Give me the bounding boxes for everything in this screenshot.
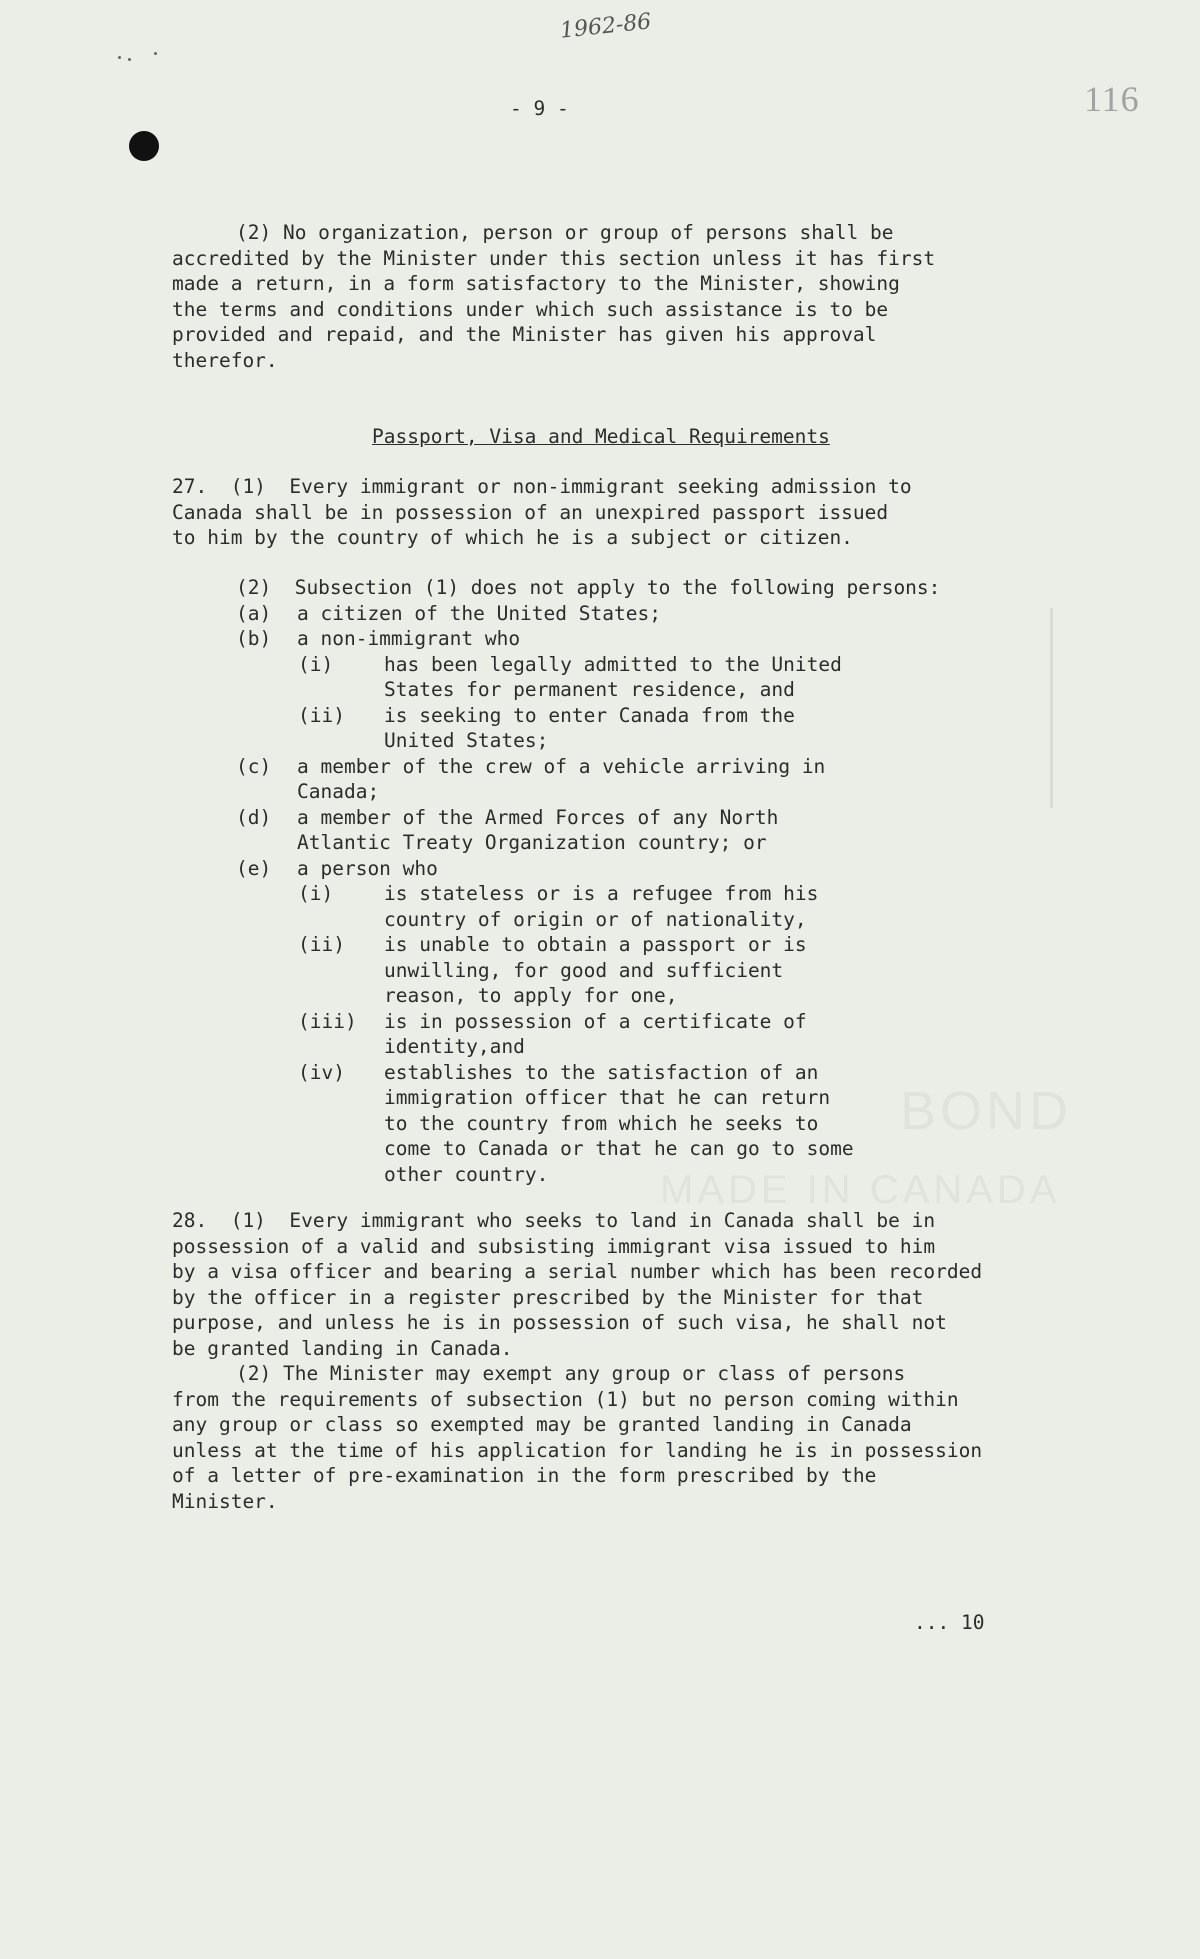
subitem-text: has been legally admitted to the United xyxy=(384,652,842,676)
item-text: a member of the Armed Forces of any North xyxy=(297,805,779,829)
text-line: therefor. xyxy=(172,348,278,372)
subitem-text: is unable to obtain a passport or is xyxy=(384,933,807,956)
subitem-text: other country. xyxy=(384,1162,549,1186)
punch-hole xyxy=(129,131,159,161)
subitem-text: establishes to the satisfaction of an xyxy=(384,1060,819,1084)
subitem-mark: (ii) xyxy=(298,703,345,727)
handwritten-note: 1962-86 xyxy=(558,9,653,44)
subitem-text: immigration officer that he can return xyxy=(384,1086,831,1109)
subitem-text: is stateless or is a refugee from his xyxy=(384,882,819,905)
text-line: Canada shall be in possession of an unexpired passport issued xyxy=(172,500,889,524)
paper-watermark-made-in: MADE IN CANADA xyxy=(660,1168,1061,1212)
item-mark: (d) xyxy=(236,805,272,829)
subitem-mark: (iii) xyxy=(298,1009,357,1033)
subitem-text: is seeking to enter Canada from the xyxy=(384,703,795,727)
subitem-text: United States; xyxy=(384,729,549,752)
item-text: Canada; xyxy=(297,780,380,803)
paper-watermark-brand: BOND xyxy=(900,1081,1073,1141)
item-text: a non-immigrant who xyxy=(297,627,521,650)
text-line: to him by the country of which he is a subject or citizen. xyxy=(172,526,853,549)
text-line: of a letter of pre-examination in the form prescribed by the xyxy=(172,1464,877,1487)
subitem-text: country of origin or of nationality, xyxy=(384,907,807,931)
subitem-text: come to Canada or that he can go to some xyxy=(384,1137,854,1160)
item-text: a person who xyxy=(297,856,438,880)
text-line: the terms and conditions under which such assistance is to be xyxy=(172,297,889,321)
stamped-page-number: 116 xyxy=(1084,79,1140,119)
subitem-mark: (i) xyxy=(298,652,334,676)
subitem-text: is in possession of a certificate of xyxy=(384,1009,807,1033)
text-line: purpose, and unless he is in possession of such visa, he shall not xyxy=(172,1311,947,1334)
item-mark: (c) xyxy=(236,754,272,778)
text-line: unless at the time of his application for landing he is in possession xyxy=(172,1438,983,1462)
text-line: by the officer in a register prescribed by the Minister for that xyxy=(172,1285,924,1309)
subitem-text: reason, to apply for one, xyxy=(384,984,678,1007)
continuation-marker: ... 10 xyxy=(914,1611,985,1634)
subitem-mark: (iv) xyxy=(298,1060,345,1084)
margin-bar xyxy=(1050,608,1053,808)
subitem-text: to the country from which he seeks to xyxy=(384,1111,819,1135)
text-line: Minister. xyxy=(172,1489,278,1513)
text-line: 28. (1) Every immigrant who seeks to land in Canada shall be in xyxy=(172,1209,936,1232)
page-indicator: - 9 - xyxy=(510,97,569,120)
text-line: by a visa officer and bearing a serial number which has been recorded xyxy=(172,1260,983,1283)
item-mark: (e) xyxy=(236,856,272,880)
text-line: (2) The Minister may exempt any group or class of persons xyxy=(236,1362,906,1385)
text-line: (2) No organization, person or group of persons shall be xyxy=(236,221,894,244)
subitem-text: identity,and xyxy=(384,1035,525,1058)
item-mark: (b) xyxy=(236,627,272,650)
subitem-text: States for permanent residence, and xyxy=(384,678,795,701)
item-mark: (a) xyxy=(236,601,272,625)
text-line: 27. (1) Every immigrant or non-immigrant seeking admission to xyxy=(172,475,912,498)
section-27-subsection-2-intro: (2) Subsection (1) does not apply to the following persons: xyxy=(236,576,941,599)
text-line: provided and repaid, and the Minister has given his approval xyxy=(172,323,877,346)
text-line: possession of a valid and subsisting immigrant visa issued to him xyxy=(172,1234,936,1258)
item-text: Atlantic Treaty Organization country; or xyxy=(297,831,767,854)
margin-specks xyxy=(118,52,158,62)
item-text: a member of the crew of a vehicle arriving in xyxy=(297,754,826,778)
subitem-mark: (ii) xyxy=(298,933,345,956)
item-text: a citizen of the United States; xyxy=(297,601,661,625)
section-heading: Passport, Visa and Medical Requirements xyxy=(372,425,830,448)
text-line: be granted landing in Canada. xyxy=(172,1336,513,1360)
subitem-text: unwilling, for good and sufficient xyxy=(384,958,784,982)
text-line: from the requirements of subsection (1) but no person coming within xyxy=(172,1387,959,1411)
text-line: accredited by the Minister under this section unless it has first xyxy=(172,246,936,270)
subitem-mark: (i) xyxy=(298,882,334,905)
text-line: any group or class so exempted may be granted landing in Canada xyxy=(172,1413,912,1436)
text-line: made a return, in a form satisfactory to the Minister, showing xyxy=(172,272,900,295)
